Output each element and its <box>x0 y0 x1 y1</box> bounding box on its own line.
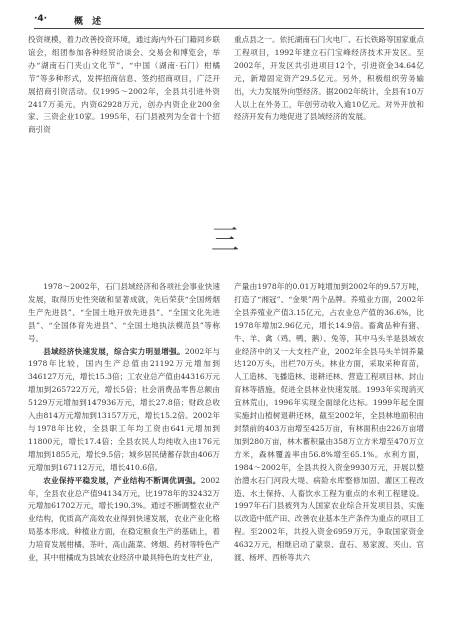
paragraph-heading: 县域经济快速发展，综合实力明显增强。 <box>43 346 185 356</box>
paragraph <box>28 281 220 346</box>
bottom-left-column <box>28 281 220 565</box>
paragraph-text: 2002年，全县农业总产值94134万元，比1978年的32432万元增加61702万元，增长190.3%。通过不断调整农业产业结构，优质高产高效农业得到快速发展，农业产业化格局基本形成。种植业方面，在稳定粮食生产的基础上，着力培育发展柑橘、茶叶、高山蔬菜、烤烟、药材等特色产业，其中柑橘成为县域农业经济中最具特色的支柱产业， <box>28 475 220 563</box>
page-number: ·4· <box>34 14 48 24</box>
paragraph <box>28 475 220 565</box>
top-left-column <box>28 34 220 137</box>
paragraph-text: 2002年与1978年比较，国内生产总值由21192万元增加到346127万元，增长15.3倍；工农业总产值由44316万元增加到265722万元，增长5倍；社会消费品零售总额由5129万元增加到147936万元，增长27.8倍；财政总收入由814万元增加到13157万元，增长15.2倍。2002年与1978年比较，全县职工年均工资由641元增加到11800元，增长17.4倍；全县农民人均纯收入由176元增加到1855元，增长9.5倍；城乡居民储蓄存款由406万元增加到167112万元，增长410.6倍。 <box>28 346 220 472</box>
paragraph: 重点县之一。依托湖南石门火电厂、石长铁路等国家重点工程项目，1992年建立石门宝峰经济技术开发区。至2002年，开发区共引进项目12个，引进资金34.64亿元，新增固定资产29.5亿元。另外，积极组织劳务输出，大力发展外向型经济。据2002年统计，全县有10万人以上在外务工，年创劳动收入逾10亿元。对外开放和经济开发有力地促进了县域经济的发展。 <box>234 35 424 122</box>
top-right-column <box>234 34 424 124</box>
paragraph <box>28 346 220 475</box>
section-numeral: 三 <box>211 223 240 256</box>
header-divider <box>34 28 424 29</box>
bottom-right-column <box>234 281 424 565</box>
paragraph-text: 1978～2002年，石门县域经济和各项社会事业快速发展，取得历史性突破和显著成就，先后荣获“全国烤烟生产先进县”、“全国土地开放先进县”、“全国文化先进县”、“全国体育先进县”、“全国土地执法模范县”等称号。 <box>28 282 220 343</box>
chapter-title: 概 述 <box>74 17 105 27</box>
paragraph: 产量由1978年的0.01万吨增加到2002年的9.57万吨，打造了“湘冠”、“金果”两个品牌。养殖业方面，2002年全县养殖业产值3.15亿元，占农业总产值的36.6%，比1978年增加2.96亿元，增长14.9倍。畜禽品种有猪、牛、羊、禽（鸡、鸭、鹅）、兔等，其中马头羊是县域农业经济中的又一大支柱产业，2002年全县马头羊饲养量达120万头，出栏70万头。林业方面，采取采种育苗，人工造林、飞播造林、退耕还林、营造工程项目林、封山育林等措施，促进全县林业快速发展。1993年实现消灭宜林荒山，1996年实现全面绿化达标。1999年起全面实施封山植树退耕还林，截至2002年，全县林地面积由封禁前的403万亩增至425万亩，有林面积由226万亩增加到280万亩，林木蓄积量由358万立方米增至470万立方米，森林覆盖率由56.8%增至65.1%。水利方面，1984～2002年，全县共投入资金9930万元，开展以整治澧水石门河段大堤、病险水库整修加固、灌区工程改造、水土保持、人畜饮水工程为重点的水利工程建设。1997年石门县被列为人国家农业综合开发项目县，实施以改造中低产田、改善农业基本生产条件为重点的项目工程。至2002年，共投入资金6959万元，争取国家资金4632万元，相继启动了蒙泉、盘石、易家渡、夹山、官渡、杨坪、西桥等共六 <box>234 282 424 563</box>
paragraph-heading: 农业保持平稳发展，产业结构不断调优调强。 <box>43 475 201 485</box>
paragraph: 投资规模，着力改善投资环境，通过海内外石门籍同乡联谊会，组团参加各种经贸洽谈会、交易会和博览会，举办“湖南石门夹山文化节”、“中国（湖南·石门）柑橘节”等多种形式，发挥招商信息、签约招商项目，广泛开展招商引资活动。仅1995～2002年，全县共引进外资2417万美元，内资62928万元，创办内资企业200余家、三资企业10家。1995年，石门县被列为全省十个招商引资 <box>28 35 220 135</box>
